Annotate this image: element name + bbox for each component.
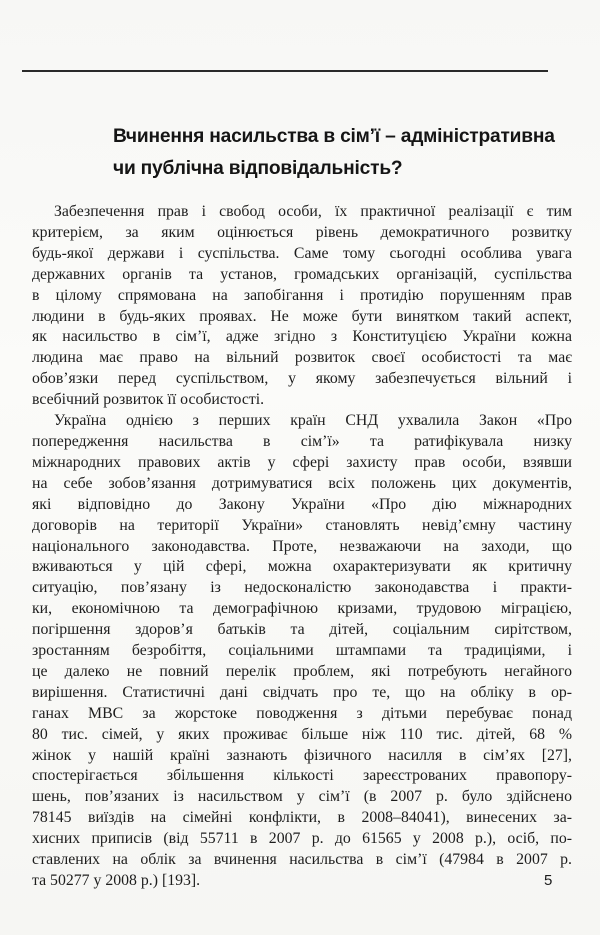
text-line: хисних приписів (від 55711 в 2007 р. до 61565 у 2008 р.), осіб, по-: [32, 830, 572, 848]
text-line: ки, економічною та демографічною кризами, трудовою міграцією,: [32, 600, 572, 618]
text-line: критерієм, за яким оцінюється рівень демократичного розвитку: [32, 223, 572, 241]
text-line: державних органів та установ, громадських організацій, суспільства: [32, 265, 572, 283]
text-line: людина має право на вільний розвиток своєї особистості та має: [32, 349, 572, 367]
text-line: попередження насильства в сім’ї» та ратифікувала низку: [32, 432, 572, 450]
text-line: ставлених на облік за вчинення насильства в сім’ї (47984 в 2007 р.: [32, 851, 572, 869]
text-line: всебічний розвиток її особистості.: [32, 391, 265, 409]
text-line: ситуацію, пов’язану із недосконалістю законодавства і практи-: [32, 579, 572, 597]
text-line: спостерігається збільшення кількості зареєстрованих правопору-: [32, 767, 572, 785]
text-line: як насильство в сім’ї, адже згідно з Конституцією України кожна: [32, 328, 572, 346]
section-heading: [113, 121, 563, 185]
text-line: та 50277 у 2008 р.) [193].: [32, 872, 201, 889]
text-line: договорів на території України» становлять невід’ємну частину: [32, 516, 572, 534]
text-line: погіршення здоров’я батьків та дітей, соціальним сирітством,: [32, 621, 572, 639]
text-line: 78145 виїздів на сімейні конфлікти, в 2008–84041), винесених за-: [32, 809, 572, 827]
text-line: вирішення. Статистичні дані свідчать про те, що на обліку в ор-: [32, 683, 572, 701]
text-line: ганах МВС за жорстоке поводження з дітьми перебуває понад: [32, 704, 572, 722]
text-line: в цілому спрямована на запобігання і протидію порушенням прав: [32, 286, 572, 304]
header-rule: [22, 70, 548, 72]
text-line: жінок у нашій країні зазнають фізичного насилля в сім’ях [27],: [32, 746, 572, 764]
text-line: шень, пов’язаних із насильством у сім’ї (в 2007 р. було здійснено: [32, 788, 572, 806]
heading-line: чи публічна відповідальність?: [113, 158, 403, 179]
body-text: [32, 202, 572, 892]
text-line: це далеко не повний перелік проблем, які потребують негайного: [32, 662, 572, 680]
text-line: будь-якої держави і суспільства. Саме тому сьогодні особлива увага: [32, 244, 572, 262]
paragraph-1: [32, 202, 572, 411]
text-line: які відповідно до Закону України «Про дію міжнародних: [32, 495, 572, 513]
text-line: на себе зобов’язання дотримуватися всіх положень цих документів,: [32, 474, 572, 492]
text-line: вживаються у цій сфері, можна охарактеризувати як критичну: [32, 558, 572, 576]
text-line: зростанням безробіття, соціальними штампами та традиціями, і: [32, 642, 572, 660]
paragraph-2: [32, 411, 572, 892]
text-line: Україна однією з перших країн СНД ухвалила Закон «Про: [54, 412, 572, 430]
text-line: національного законодавства. Проте, незважаючи на заходи, що: [32, 537, 572, 555]
text-line: 80 тис. сімей, у яких проживає більше ніж 110 тис. дітей, 68 %: [32, 725, 572, 743]
text-line: міжнародних правових актів у сфері захисту прав особи, взявши: [32, 453, 572, 471]
page-number: 5: [544, 872, 553, 889]
text-line: людини в будь-яких проявах. Не може бути винятком такий аспект,: [32, 307, 572, 325]
text-line: обов’язки перед суспільством, у якому забезпечується вільний і: [32, 370, 572, 388]
text-line: Забезпечення прав і свобод особи, їх практичної реалізації є тим: [54, 203, 572, 220]
heading-line: Вчинення насильства в сім’ї – адміністративна: [113, 126, 555, 147]
